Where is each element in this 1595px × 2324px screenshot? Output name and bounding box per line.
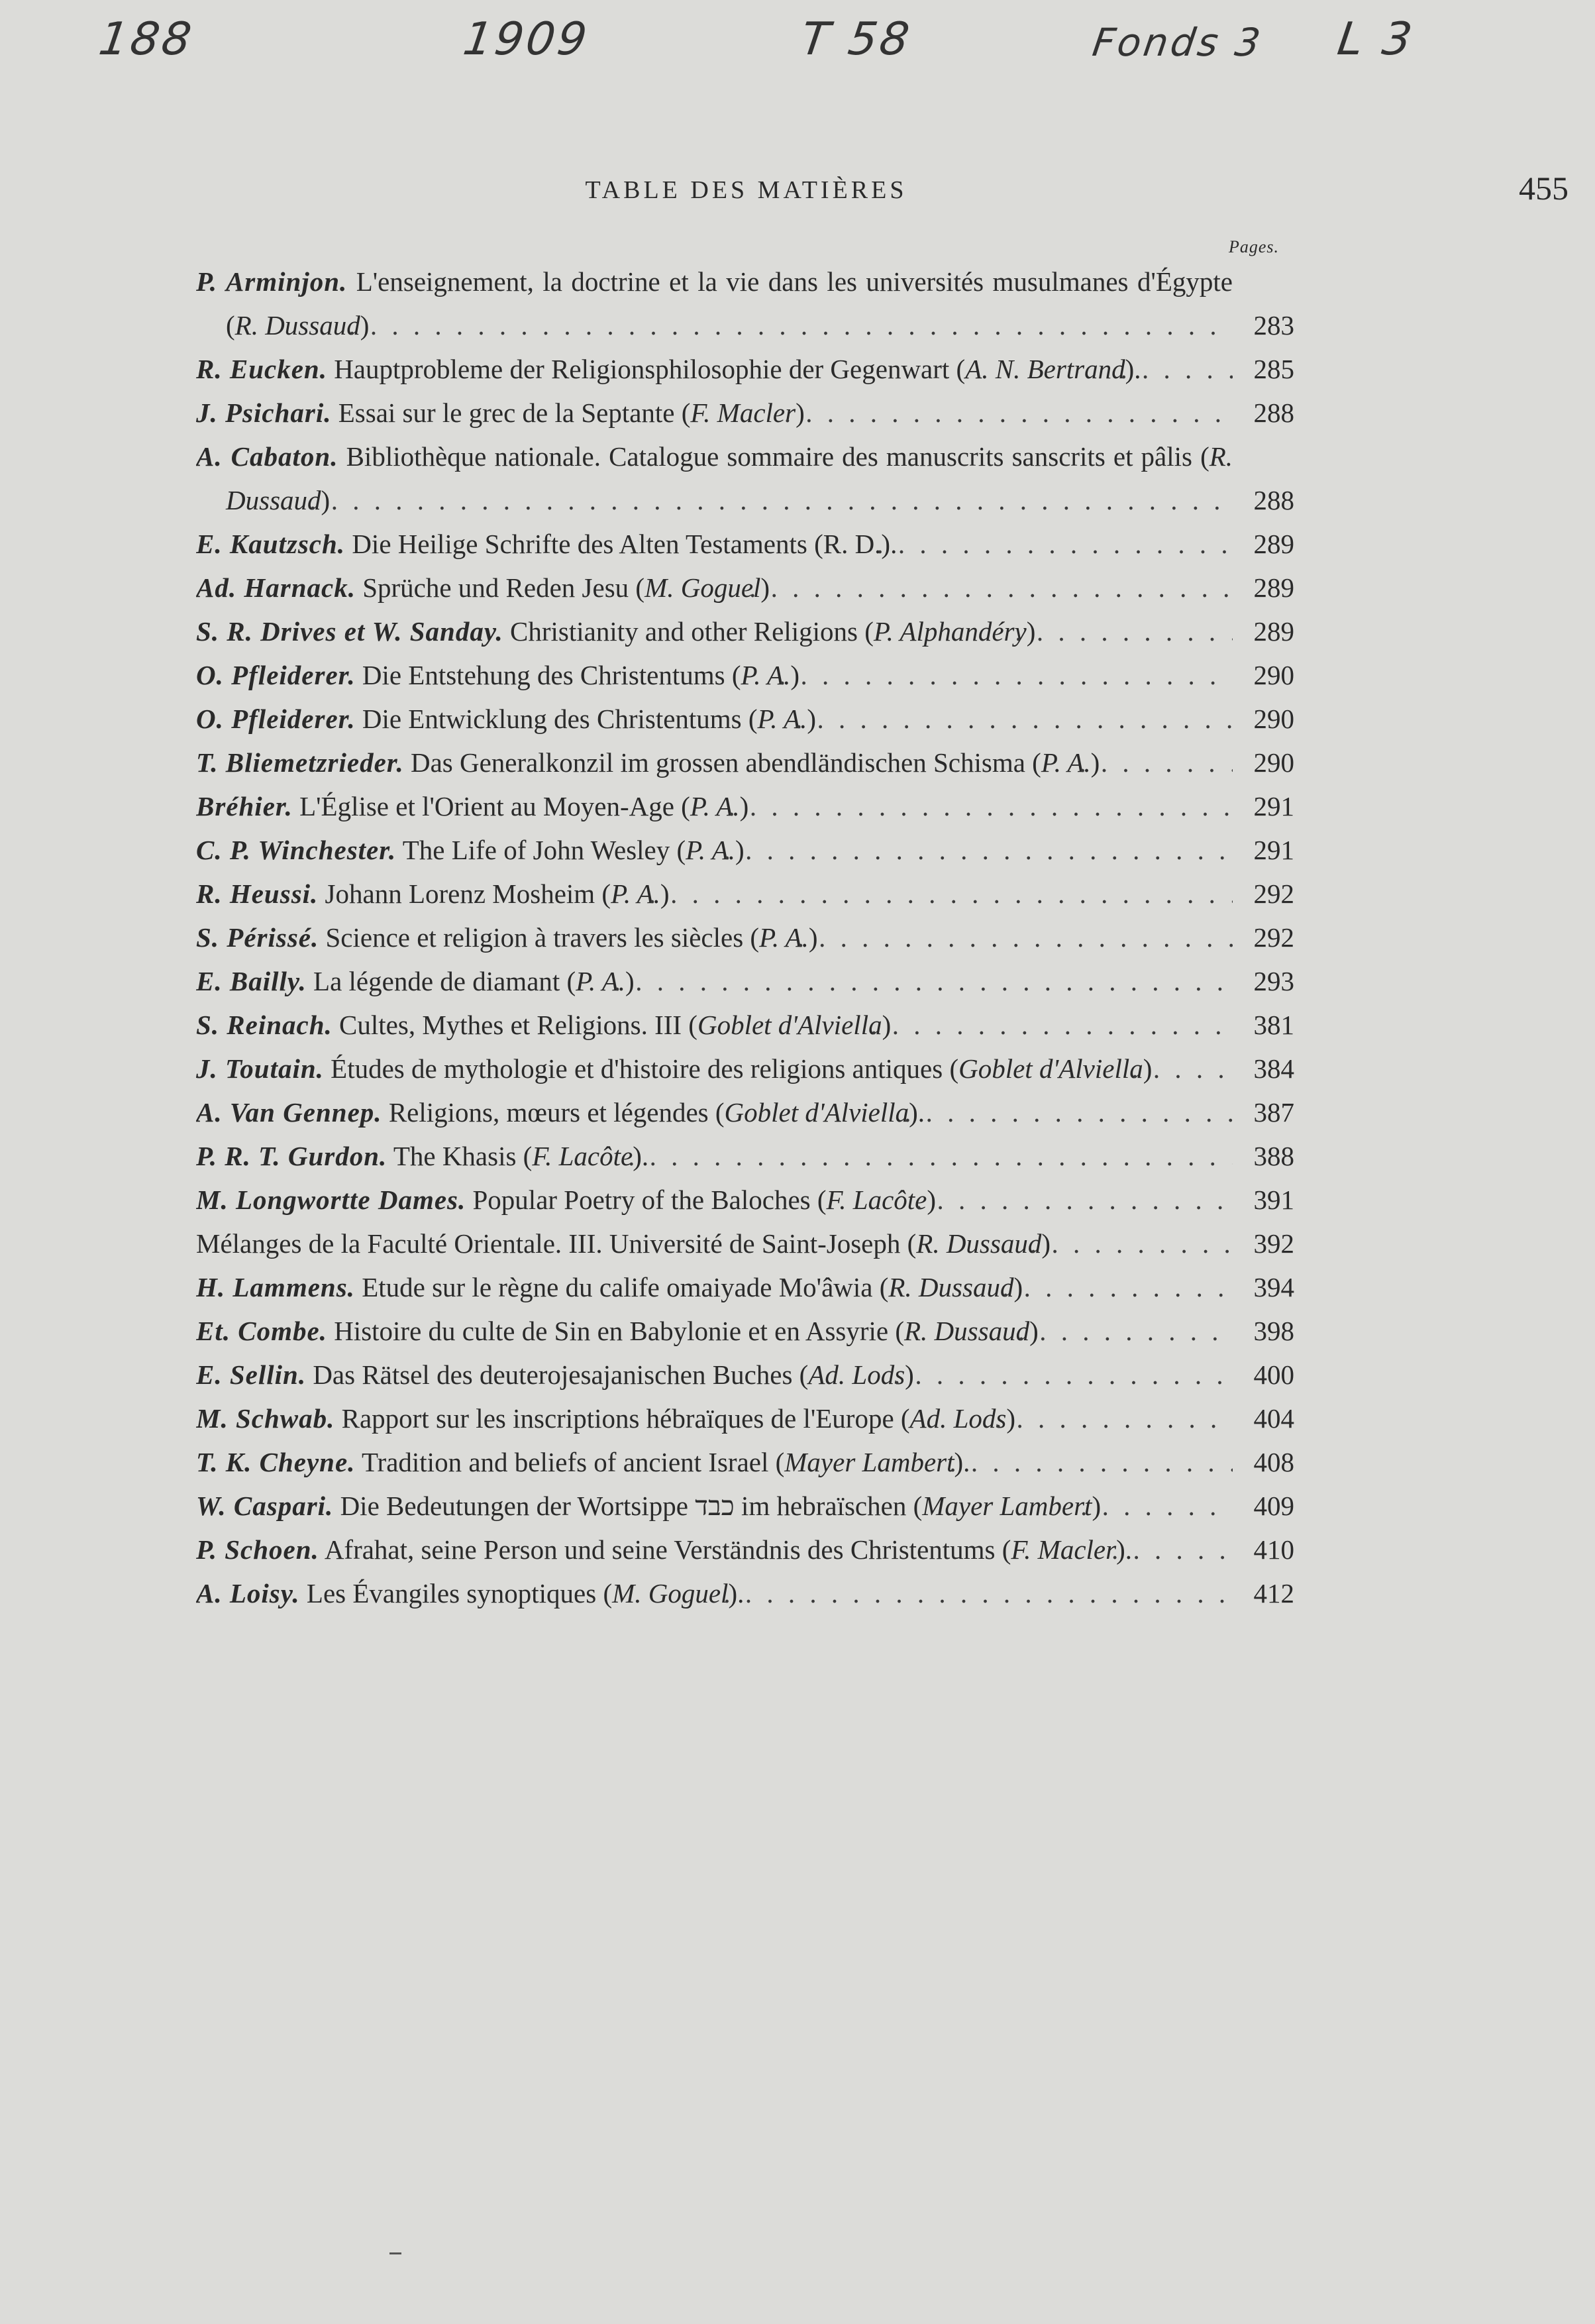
entry-close: ) [625, 966, 635, 996]
toc-entry [196, 1222, 1300, 1265]
entry-text [196, 1222, 1233, 1265]
entry-line [196, 1141, 648, 1171]
entry-author: P. R. T. Gurdon. [196, 1141, 387, 1171]
entry-close: ) [1090, 747, 1100, 778]
entry-title: Études de mythologie et d'histoire des religions antiques ( [331, 1053, 959, 1084]
entry-close: ) [1041, 1228, 1051, 1259]
entry-reviewer: R. Dussaud [234, 310, 360, 341]
toc-entry [196, 959, 1300, 1003]
toc-entry [196, 1484, 1300, 1528]
entry-close: ). [728, 1578, 745, 1609]
entry-page-number: 293 [1253, 966, 1294, 996]
entry-text [196, 1484, 1233, 1528]
entry-page-number: 392 [1253, 1228, 1294, 1259]
entry-author: Ad. Harnack. [196, 572, 356, 603]
entry-author: S. Reinach. [196, 1010, 333, 1040]
entry-close: ) [1143, 1053, 1153, 1084]
entry-reviewer: P. A. [686, 835, 735, 865]
entry-title: Rapport sur les inscriptions hébraïques de l'Europe ( [341, 1403, 910, 1434]
entry-title: Les Évangiles synoptiques ( [306, 1578, 613, 1609]
entry-close: ) [807, 704, 817, 734]
entry-page-number: 289 [1253, 616, 1294, 647]
entry-author: E. Bailly. [196, 966, 307, 996]
entry-close: ). [633, 1141, 649, 1171]
entry-author: S. Périssé. [196, 922, 319, 953]
entry-author: M. Longwortte Dames. [196, 1185, 466, 1215]
entry-reviewer: F. Macler [690, 397, 796, 428]
entry-line [196, 397, 805, 428]
entry-text [196, 1134, 1233, 1178]
entry-close: ) [927, 1185, 937, 1215]
entry-author: A. Loisy. [196, 1578, 300, 1609]
entry-page-number: 381 [1253, 1010, 1294, 1040]
entry-line [196, 791, 748, 821]
entry-title: L'enseignement, la doctrine et la vie dans les universités musulmanes d'Égypte ( [226, 266, 1233, 341]
toc-entry [196, 1003, 1300, 1047]
entry-text [196, 828, 1233, 872]
toc-entry [196, 566, 1300, 609]
entry-reviewer: Goblet d'Alviella [697, 1010, 882, 1040]
entry-title: Sprüche und Reden Jesu ( [362, 572, 645, 603]
entry-line [196, 922, 818, 953]
entry-page-number: 289 [1253, 572, 1294, 603]
entry-author: Et. Combe. [196, 1316, 327, 1346]
entry-text [196, 1003, 1233, 1047]
toc-entry [196, 522, 1300, 566]
entry-title: Die Entwicklung des Christentums ( [362, 704, 758, 734]
entry-page-number: 291 [1253, 791, 1294, 821]
entry-reviewer: R. Dussaud [916, 1228, 1042, 1259]
entry-close: ) [882, 1010, 892, 1040]
entry-page-number: 288 [1253, 397, 1294, 428]
entry-line [196, 1447, 970, 1477]
toc-entry [196, 391, 1300, 435]
entry-reviewer: A. N. Bertrand [965, 354, 1125, 384]
toc-entry [196, 1397, 1300, 1440]
toc-entry [196, 1440, 1300, 1484]
entry-close: ) [660, 878, 670, 909]
toc-entry [196, 1309, 1300, 1353]
entry-title: Etude sur le règne du calife omaiyade Mo'âwia ( [362, 1272, 889, 1302]
entry-title: Die Heilige Schrifte des Alten Testaments (R. D.). [352, 529, 898, 559]
entry-line [196, 835, 745, 865]
entry-page-number: 290 [1253, 660, 1294, 690]
toc-entry [196, 1090, 1300, 1134]
entry-author: O. Pfleiderer. [196, 660, 356, 690]
entry-line [196, 704, 816, 734]
entry-title: Hauptprobleme der Religionsphilosophie der Gegenwart ( [334, 354, 966, 384]
entry-title: Science et religion à travers les siècles ( [325, 922, 760, 953]
entry-reviewer: Ad. Lods [909, 1403, 1007, 1434]
entry-close: ) [360, 310, 370, 341]
entry-page-number: 409 [1253, 1491, 1294, 1521]
entry-page-number: 285 [1253, 354, 1294, 384]
entry-page-number: 398 [1253, 1316, 1294, 1346]
entry-text [196, 1309, 1233, 1353]
entry-author: J. Toutain. [196, 1053, 324, 1084]
entry-close: ) [1013, 1272, 1023, 1302]
entry-page-number: 283 [1253, 310, 1294, 341]
entry-line [196, 1403, 1015, 1434]
entry-close: ) [796, 397, 805, 428]
table-of-contents [196, 260, 1300, 1615]
entry-close: ) [760, 572, 770, 603]
handwritten-annotation: L 3 [1334, 13, 1418, 66]
entry-close: ) [321, 485, 331, 515]
entry-title: Tradition and beliefs of ancient Israel ( [361, 1447, 785, 1477]
entry-reviewer: M. Goguel [644, 572, 761, 603]
entry-close: ) [808, 922, 818, 953]
entry-title: Afrahat, seine Person und seine Verständnis des Christentums ( [324, 1534, 1011, 1565]
entry-page-number: 291 [1253, 835, 1294, 865]
entry-line [196, 1359, 914, 1390]
entry-text [196, 1178, 1233, 1222]
entry-close: ) [905, 1359, 914, 1390]
entry-text [196, 653, 1233, 697]
entry-title: The Life of John Wesley ( [402, 835, 686, 865]
entry-reviewer: R. Dussaud [904, 1316, 1030, 1346]
entry-text [196, 872, 1233, 916]
entry-line [196, 1272, 1023, 1302]
entry-title: Cultes, Mythes et Religions. III ( [339, 1010, 697, 1040]
entry-text [196, 1090, 1233, 1134]
toc-entry [196, 435, 1300, 522]
entry-reviewer: F. Lacôte [826, 1185, 927, 1215]
entry-title: Popular Poetry of the Baloches ( [472, 1185, 827, 1215]
entry-page-number: 387 [1253, 1097, 1294, 1128]
entry-page-number: 290 [1253, 704, 1294, 734]
entry-reviewer: F. Lacôte [532, 1141, 633, 1171]
entry-title: Mélanges de la Faculté Orientale. III. Université de Saint-Joseph ( [196, 1228, 917, 1259]
toc-entry [196, 1571, 1300, 1615]
entry-reviewer: F. Macler [1011, 1534, 1117, 1565]
entry-text [196, 1440, 1233, 1484]
entry-line [196, 354, 1141, 384]
entry-close: ) [1006, 1403, 1016, 1434]
entry-text [196, 260, 1233, 347]
entry-reviewer: P. A. [1041, 747, 1091, 778]
entry-reviewer: Goblet d'Alviella [724, 1097, 909, 1128]
entry-author: P. Schoen. [196, 1534, 319, 1565]
entry-close: ) [1092, 1491, 1102, 1521]
entry-title: Das Rätsel des deuterojesajanischen Buches ( [313, 1359, 809, 1390]
entry-text [196, 347, 1233, 391]
toc-entry [196, 1134, 1300, 1178]
entry-line [196, 1097, 925, 1128]
toc-entry [196, 609, 1300, 653]
entry-text [196, 697, 1233, 741]
entry-line [196, 1185, 936, 1215]
entry-title: Johann Lorenz Mosheim ( [325, 878, 611, 909]
entry-text [196, 1265, 1233, 1309]
entry-text [196, 741, 1233, 784]
entry-text [196, 916, 1233, 959]
entry-close: ). [1116, 1534, 1132, 1565]
entry-page-number: 388 [1253, 1141, 1294, 1171]
toc-entry [196, 1047, 1300, 1090]
entry-line [196, 1534, 1132, 1565]
toc-entry [196, 1265, 1300, 1309]
entry-close: ) [790, 660, 799, 690]
entry-text [196, 609, 1233, 653]
entry-reviewer: P. A. [759, 922, 809, 953]
entry-line [196, 1578, 744, 1609]
entry-title: Die Entstehung des Christentums ( [362, 660, 741, 690]
entry-text [196, 1571, 1233, 1615]
entry-title: Bibliothèque nationale. Catalogue sommaire des manuscrits sanscrits et pâlis ( [346, 441, 1209, 472]
toc-entry [196, 1178, 1300, 1222]
entry-author: T. Bliemetzrieder. [196, 747, 404, 778]
entry-line [196, 441, 1233, 515]
entry-author: H. Lammens. [196, 1272, 355, 1302]
entry-author: T. K. Cheyne. [196, 1447, 356, 1477]
entry-text [196, 435, 1233, 522]
entry-reviewer: P. A. [690, 791, 740, 821]
entry-text [196, 391, 1233, 435]
entry-text [196, 959, 1233, 1003]
entry-reviewer: Mayer Lambert [922, 1491, 1092, 1521]
entry-author: O. Pfleiderer. [196, 704, 356, 734]
entry-page-number: 289 [1253, 529, 1294, 559]
entry-close: ). [954, 1447, 970, 1477]
entry-reviewer: R. Dussaud [226, 441, 1233, 515]
entry-author: R. Eucken. [196, 354, 327, 384]
entry-line [196, 1316, 1039, 1346]
handwritten-annotation: Fonds 3 [1090, 20, 1266, 65]
entry-reviewer: Ad. Lods [808, 1359, 905, 1390]
entry-author: Bréhier. [196, 791, 293, 821]
toc-entry [196, 697, 1300, 741]
entry-reviewer: Goblet d'Alviella [958, 1053, 1143, 1084]
entry-page-number: 410 [1253, 1534, 1294, 1565]
entry-line [196, 747, 1100, 778]
entry-author: C. P. Winchester. [196, 835, 397, 865]
entry-page-number: 288 [1253, 485, 1294, 515]
entry-close: ). [909, 1097, 925, 1128]
entry-reviewer: P. Alphandéry [873, 616, 1027, 647]
entry-text [196, 784, 1233, 828]
entry-line [196, 1010, 891, 1040]
entry-reviewer: Mayer Lambert [784, 1447, 954, 1477]
entry-close: ) [735, 835, 745, 865]
toc-entry [196, 653, 1300, 697]
entry-author: J. Psichari. [196, 397, 332, 428]
page-number: 455 [1519, 170, 1569, 207]
entry-line [196, 616, 1035, 647]
entry-line [196, 266, 1233, 341]
entry-page-number: 412 [1253, 1578, 1294, 1609]
toc-entry [196, 1353, 1300, 1397]
pages-column-label: Pages. [1229, 237, 1280, 256]
entry-title: Die Bedeutungen der Wortsippe כבד im hebraïschen ( [340, 1491, 923, 1521]
entry-page-number: 408 [1253, 1447, 1294, 1477]
toc-entry [196, 872, 1300, 916]
entry-text [196, 1353, 1233, 1397]
entry-close: ) [1029, 1316, 1039, 1346]
entry-page-number: 394 [1253, 1272, 1294, 1302]
toc-entry [196, 1528, 1300, 1571]
handwritten-annotation: 188 [95, 13, 197, 66]
entry-page-number: 400 [1253, 1359, 1294, 1390]
entry-line [196, 660, 799, 690]
entry-author: E. Sellin. [196, 1359, 307, 1390]
entry-page-number: 290 [1253, 747, 1294, 778]
entry-title: L'Église et l'Orient au Moyen-Age ( [299, 791, 690, 821]
entry-line [196, 1228, 1051, 1259]
toc-entry [196, 828, 1300, 872]
entry-line [196, 1053, 1152, 1084]
entry-title: Essai sur le grec de la Septante ( [338, 397, 691, 428]
entry-reviewer: M. Goguel [612, 1578, 729, 1609]
entry-title: Das Generalkonzil im grossen abendländischen Schisma ( [410, 747, 1041, 778]
entry-author: E. Kautzsch. [196, 529, 346, 559]
entry-author: W. Caspari. [196, 1491, 334, 1521]
toc-entry [196, 784, 1300, 828]
entry-line [196, 1491, 1101, 1521]
entry-author: R. Heussi. [196, 878, 319, 909]
entry-page-number: 292 [1253, 922, 1294, 953]
entry-reviewer: P. A. [611, 878, 660, 909]
entry-reviewer: P. A. [741, 660, 791, 690]
toc-entry [196, 347, 1300, 391]
footer-mark [389, 2252, 401, 2254]
entry-author: A. Cabaton. [196, 441, 338, 472]
toc-entry [196, 260, 1300, 347]
entry-text [196, 1528, 1233, 1571]
entry-reviewer: P. A. [576, 966, 626, 996]
entry-title: Religions, mœurs et légendes ( [388, 1097, 725, 1128]
entry-text [196, 1047, 1233, 1090]
entry-line [196, 529, 897, 559]
entry-title: The Khasis ( [393, 1141, 533, 1171]
entry-page-number: 391 [1253, 1185, 1294, 1215]
entry-line [196, 966, 635, 996]
entry-author: A. Van Gennep. [196, 1097, 382, 1128]
handwritten-annotation: 1909 [460, 13, 593, 66]
entry-page-number: 384 [1253, 1053, 1294, 1084]
entry-page-number: 404 [1253, 1403, 1294, 1434]
entry-author: M. Schwab. [196, 1403, 335, 1434]
entry-reviewer: P. A. [757, 704, 807, 734]
entry-text [196, 566, 1233, 609]
toc-entry [196, 741, 1300, 784]
toc-entry [196, 916, 1300, 959]
entry-line [196, 878, 670, 909]
entry-page-number: 292 [1253, 878, 1294, 909]
entry-title: Histoire du culte de Sin en Babylonie et en Assyrie ( [334, 1316, 905, 1346]
entry-close: ) [1026, 616, 1036, 647]
entry-text [196, 1397, 1233, 1440]
entry-author: P. Arminjon. [196, 266, 348, 297]
entry-reviewer: R. Dussaud [888, 1272, 1014, 1302]
handwritten-annotation: T 58 [798, 13, 915, 66]
entry-title: La légende de diamant ( [313, 966, 576, 996]
entry-line [196, 572, 770, 603]
entry-author: S. R. Drives et W. Sanday. [196, 616, 503, 647]
running-title: TABLE DES MATIÈRES [585, 176, 907, 204]
entry-title: Christianity and other Religions ( [510, 616, 874, 647]
entry-text [196, 522, 1233, 566]
entry-close: ) [739, 791, 749, 821]
entry-close: ). [1125, 354, 1141, 384]
